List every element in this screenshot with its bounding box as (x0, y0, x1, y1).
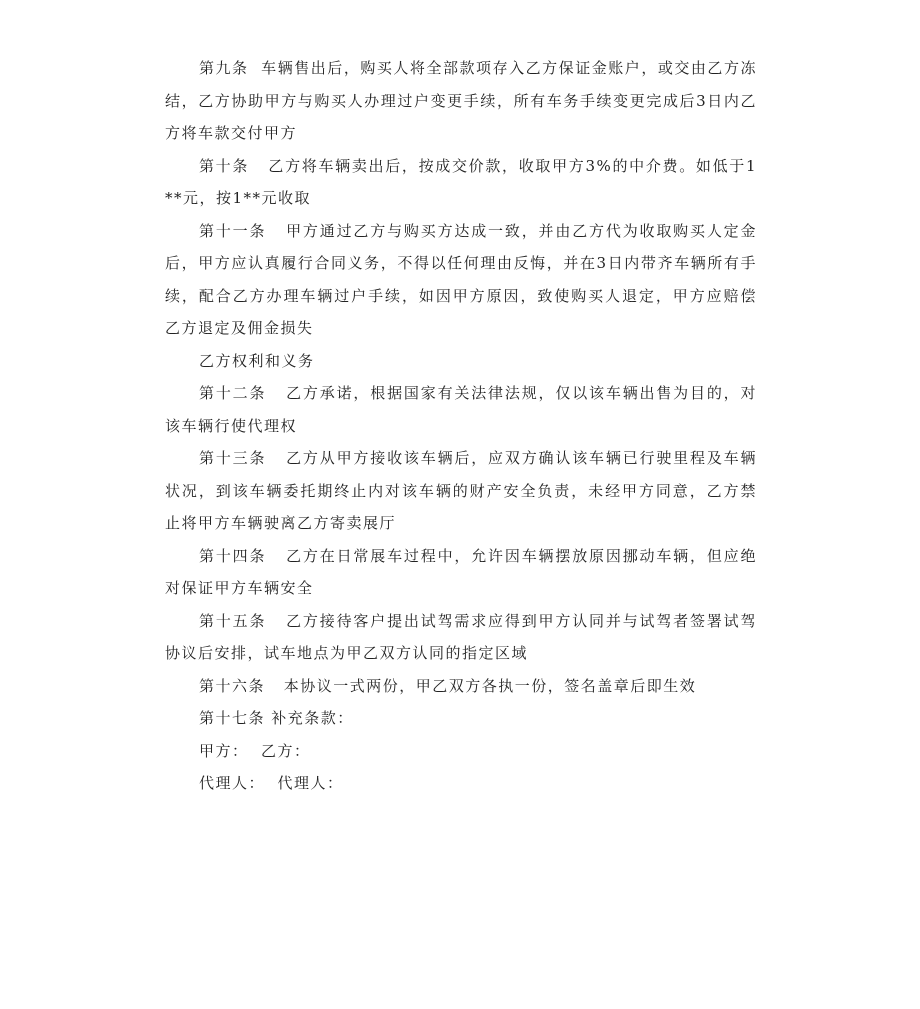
clause-10: 第十条 乙方将车辆卖出后，按成交价款，收取甲方3%的中介费。如低于1**元，按1**元收取 (165, 156, 757, 207)
clause-14: 第十四条 乙方在日常展车过程中，允许因车辆摆放原因挪动车辆，但应绝对保证甲方车辆安全 (165, 546, 757, 597)
signature-agents: 代理人： 代理人： (199, 774, 344, 792)
clause-9: 第九条 车辆售出后，购买人将全部款项存入乙方保证金账户，或交由乙方冻结，乙方协助甲方与购买人办理过户变更手续，所有车务手续变更完成后3日内乙方将车款交付甲方 (165, 59, 757, 142)
section-heading-party-b-rights: 乙方权利和义务 (199, 351, 315, 370)
clause-17: 第十七条 补充条款： (199, 709, 354, 727)
clause-11: 第十一条 甲方通过乙方与购买方达成一致，并由乙方代为收取购买人定金后，甲方应认真履行合同义务，不得以任何理由反悔，并在3日内带齐车辆所有手续，配合乙方办理车辆过户手续，如因甲方原因，致使购买人退定，甲方应赔偿乙方退定及佣金损失 (165, 221, 757, 337)
document-body (165, 52, 757, 800)
clause-13: 第十三条 乙方从甲方接收该车辆后，应双方确认该车辆已行驶里程及车辆状况，到该车辆委托期终止内对该车辆的财产安全负责，未经甲方同意，乙方禁止将甲方车辆驶离乙方寄卖展厅 (165, 449, 757, 532)
clause-12: 第十二条 乙方承诺，根据国家有关法律法规，仅以该车辆出售为目的，对该车辆行使代理权 (165, 384, 757, 435)
clause-16: 第十六条 本协议一式两份，甲乙双方各执一份，签名盖章后即生效 (199, 676, 697, 695)
signature-parties: 甲方： 乙方： (199, 741, 311, 760)
clause-15: 第十五条 乙方接待客户提出试驾需求应得到甲方认同并与试驾者签署试驾协议后安排，试车地点为甲乙双方认同的指定区域 (165, 611, 757, 662)
